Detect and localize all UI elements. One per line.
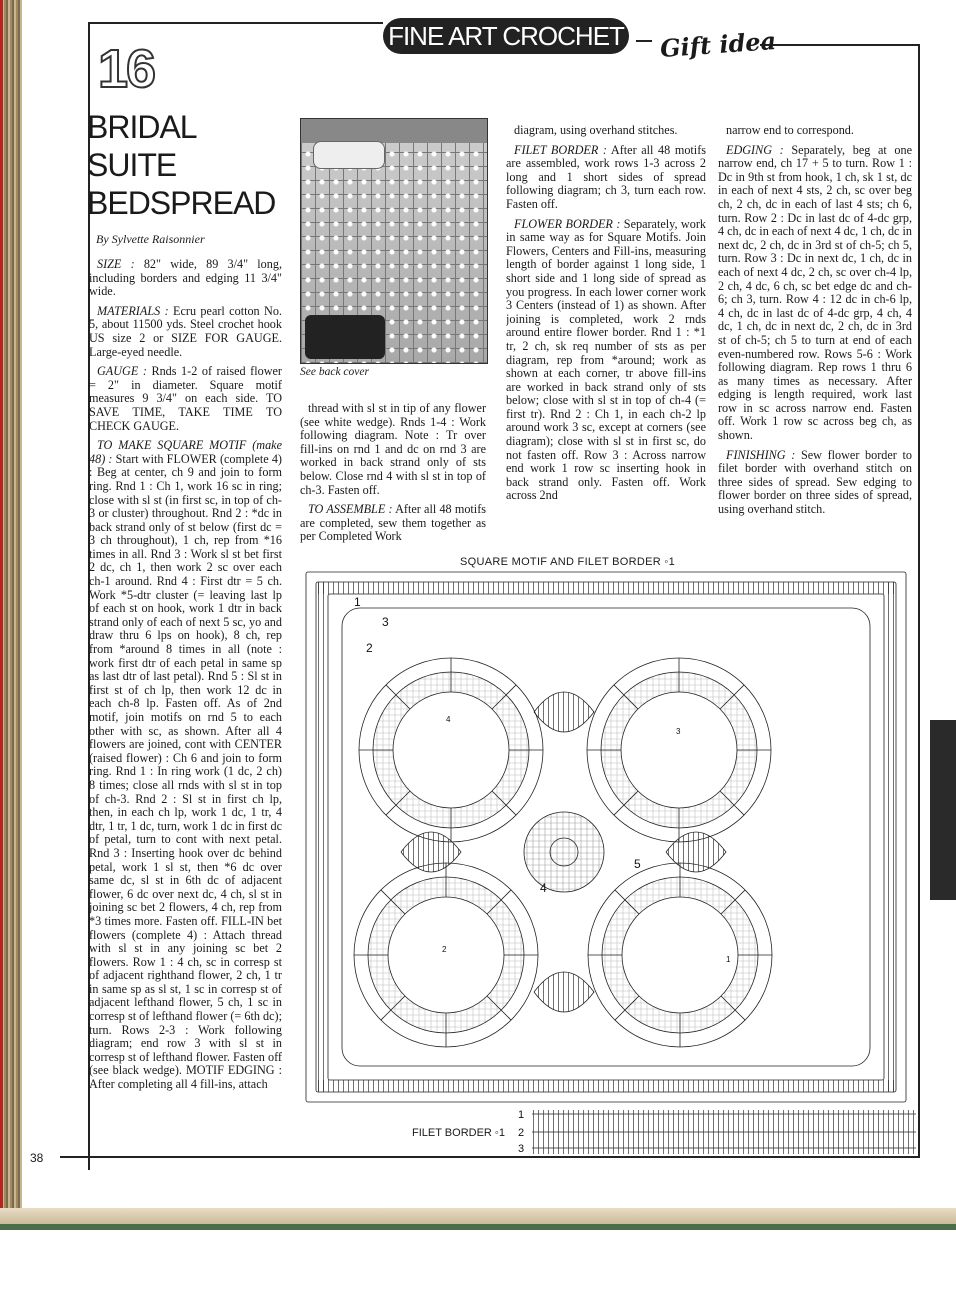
- paragraph-heading: SIZE :: [97, 258, 135, 271]
- header-dash: [636, 40, 652, 42]
- flower-center: [388, 897, 504, 1013]
- paragraph: [89, 305, 282, 359]
- paragraph-text: Separately, work in same way as for Square Motifs. Join Flowers, Centers and Fill-ins, measuring length of border against 1 long side, 1 short side and 1 long side of spread as you progress. In each lower corner work 3 Centers (instead of 1) as shown. After joining is completed, work 2 rnds around entire flower border. Rnd 1 : *1 tr, 2 ch, sk req number of sts as per diagram, rep from *around; work as shown at each corner, tr above fill-ins are worked in back strand only of sts below; close with sl st in top of ch-4 (= first tr). Rnd 2 : Ch 1, in each ch-2 lp around work 3 sc, except at corners (see diagram); close with sl st in first sc, do not fasten off. Row 3 : Across narrow end work 1 row sc inserting hook in back strand only. Fasten off. Work across 2nd: [506, 216, 706, 503]
- frame-right-rule: [918, 44, 920, 1156]
- round-number: 4: [540, 881, 547, 895]
- filet-border-label: FILET BORDER ◦1: [412, 1127, 505, 1139]
- paragraph: [506, 124, 706, 138]
- filet-band: [316, 1080, 896, 1092]
- byline: By Sylvette Raisonnier: [96, 232, 205, 246]
- column-1: [89, 258, 282, 1158]
- paragraph: [300, 503, 486, 544]
- paragraph-text: 82" wide, 89 3/4" long, including borders and edging 11 3/4" wide.: [89, 258, 282, 299]
- paragraph: [506, 144, 706, 212]
- paragraph: [300, 402, 486, 497]
- round-number: 5: [634, 857, 641, 871]
- paragraph-text: Rnds 1-2 of raised flower = 2" in diameter. Square motif measures 9 3/4" on each side. TO SAVE TIME, TAKE TIME TO CHECK GAUGE.: [89, 364, 282, 433]
- border-ring: [306, 572, 906, 1102]
- fill-in: [534, 692, 594, 732]
- paragraph-heading: TO MAKE SQUARE MOTIF (make 48) :: [89, 438, 282, 466]
- round-number: 3: [382, 615, 389, 629]
- paragraph: [89, 258, 282, 299]
- flower-number: 2: [442, 945, 447, 954]
- paragraph-heading: FLOWER BORDER :: [514, 216, 621, 231]
- fill-in: [401, 832, 461, 872]
- flower-number: 1: [726, 955, 731, 964]
- filet-row-number: 1: [518, 1109, 525, 1121]
- paragraph-text: After all 48 motifs are completed, sew them together as per Completed Work: [300, 502, 486, 544]
- crochet-diagram: [296, 562, 916, 1158]
- header-rule: [760, 44, 920, 46]
- diagram-title: SQUARE MOTIF AND FILET BORDER ◦1: [460, 556, 676, 568]
- filet-row-band: [532, 1110, 916, 1154]
- flower-number: 4: [446, 715, 451, 724]
- paragraph-heading: FILET BORDER :: [514, 142, 607, 157]
- paragraph-heading: TO ASSEMBLE :: [308, 502, 393, 517]
- paragraph: [718, 449, 912, 517]
- paragraph-heading: GAUGE :: [97, 364, 147, 379]
- flower-center: [393, 692, 509, 808]
- paragraph: [718, 144, 912, 443]
- page-edge-shadow: [930, 720, 956, 900]
- title-line: BRIDAL: [87, 109, 197, 145]
- stool-shape: [305, 315, 385, 359]
- paragraph-heading: FINISHING :: [726, 447, 796, 462]
- paragraph: [506, 218, 706, 503]
- filet-band: [316, 582, 896, 594]
- paragraph-text: narrow end to correspond.: [726, 124, 854, 137]
- paragraph: [89, 365, 282, 433]
- flower-center: [622, 897, 738, 1013]
- header-tag: Gift idea: [659, 25, 777, 64]
- round-number: 1: [354, 595, 361, 609]
- filet-band: [316, 582, 328, 1092]
- filet-row-number: 3: [518, 1143, 525, 1155]
- paragraph-heading: MATERIALS :: [97, 303, 169, 318]
- title-line: BEDSPREAD: [87, 185, 276, 221]
- paragraph-text: Start with FLOWER (complete 4) : Beg at center, ch 9 and join to form ring. Rnd 1 : Ch 1, work 16 sc in ring; close with sl st (in first sc, in top of ch-3 or cluster) throughout. Rnd 2 : *dc in back strand only of st below (first dc = 3 ch throughout), 1 ch, rep from *16 times in all. Rnd 3 : Work sl st bet first 2 dc, ch 1, then work 2 sc over each ch-1 around. Rnd 4 : First dtr = 5 ch. Work *5-dtr cluster (= leaving last lp of each st on hook, work 1 dtr in back strand only of each of next 5 sc, yo and draw thru 6 lps on hook), 8 ch, rep from *around 8 times in all (note : work first dtr of each petal in same sp as last dtr of last petal). Rnd 5 : Sl st in first st of ch lp, then work 12 dc in each ch-8 lp. Fasten off. As of 2nd motif, join motifs on rnd 5 to each other with sc, as shown. After all 4 flowers are joined, cont with CENTER (raised flower) : Ch 6 and join to form ring. Rnd 1 : In ring work (1 dc, 2 ch) 8 times; close all rnds with sl st in top of ch-3. Rnd 2 : Sl st in first ch lp, then, in each ch lp, work 1 dc, 1 tr, 4 dtr, 1 tr, 1 dc, turn, work 1 dc in first dc of petal, turn to cont with next petal. Rnd 3 : Inserting hook over dc behind petal, work 1 sl st, then *6 dc over same dc, sl st in 6th dc of adjacent flower, 6 dc over next dc, 4 ch, sl st in joining sc bet 2 flowers, 4 ch, rep from *3 times more. Fasten off. FILL-IN bet flowers (complete 4) : Attach thread with sl st in any joining sc bet 2 flowers. Row 1 : 4 ch, sc in corresp st of adjacent righthand flower, 2 ch, 1 tr in same sp as sl st, 1 sc in corresp st of adjacent lefthand flower, 5 ch, 1 sc in corresp st of lefthand flower (= 6th dc); turn. Rows 2-3 : Work following diagram; end row 3 with sl st in corresp st of lefthand flower. Fasten off (see black wedge). MOTIF EDGING : After completing all 4 fill-ins, attach: [89, 451, 282, 1092]
- fill-in: [666, 832, 726, 872]
- column-3: [506, 124, 706, 554]
- page-stack-bottom: [0, 1208, 956, 1230]
- photo-caption: See back cover: [300, 366, 369, 378]
- flower-center: [621, 692, 737, 808]
- fill-in: [534, 972, 594, 1012]
- round-number: 2: [366, 641, 373, 655]
- pattern-title: [87, 108, 275, 222]
- flower-number: 3: [676, 727, 681, 736]
- page-number: 38: [30, 1151, 44, 1165]
- bedspread-photo: [300, 118, 488, 364]
- paragraph: [718, 124, 912, 138]
- book-binding: [0, 0, 22, 1230]
- pattern-number: 16: [98, 39, 155, 99]
- column-4: [718, 124, 912, 554]
- paragraph-text: thread with sl st in tip of any flower (see white wedge). Rnds 1-4 : Work following diagram. Note : Tr over fill-ins on rnd 1 and dc on rnd 3 are worked in back strand only of sts below. Close rnd 4 with sl st in top of ch-3. Fasten off.: [300, 402, 486, 497]
- filet-row-number: 2: [518, 1127, 525, 1139]
- paragraph-text: Separately, beg at one narrow end, ch 17 + 5 to turn. Row 1 : Dc in 9th st from hook, 1 ch, sk 1 st, dc in each of next 4 sts, 2 ch, sc over beg ch, 2 ch, dc in each of last 4 sts; ch 6, turn. Row 2 : Dc in last dc of 4-dc grp, 4 ch, dc in each of next 4 dc, 1 ch, dc in next dc, 2 ch, dc in 3rd st of ch-5; ch 5, turn. Row 3 : Dc in next dc, 1 ch, dc in each of next 4 dc, 2 ch, sc over ch-4 lp, 2 ch, 4 dc, 6 ch, sc bet edge dc and ch-6; ch 3, turn. Row 4 : 12 dc in ch-6 lp, 4 ch, dc in last dc of 4-dc grp, 4 ch, 4 dc, 1 ch, dc in next dc, 2 ch, dc in 3rd st of ch-5; ch 5 to turn at end of each even-numbered row. Rows 5-6 : Work following diagram. Rep rows 1 thru 6 as many times as necessary. After edging is length required, work last row in sc across narrow end. Fasten off. Work 1 row sc across beg ch, as shown.: [718, 142, 912, 443]
- paragraph-text: After all 48 motifs are assembled, work rows 1-3 across 2 long and 1 short sides of spread following diagram; ch 3, turn each row. Fasten off.: [506, 142, 706, 211]
- paragraph-text: Ecru pearl cotton No. 5, about 11500 yds. Steel crochet hook US size 2 or SIZE FOR GAUGE. Large-eyed needle.: [89, 303, 282, 359]
- paragraph: [89, 439, 282, 1092]
- header-brand: FINE ART CROCHET: [383, 18, 629, 54]
- column-2: [300, 402, 486, 552]
- filet-band: [884, 582, 896, 1092]
- binding-edge: [0, 0, 3, 1230]
- frame-top-rule: [88, 22, 383, 24]
- paragraph-text: Sew flower border to filet border with overhand stitch on three sides of spread. Sew edging to flower border on three sides of spread, using overhand stitch.: [718, 447, 912, 517]
- raised-center: [524, 812, 604, 892]
- paragraph-heading: EDGING :: [726, 142, 784, 157]
- title-line: SUITE: [87, 147, 177, 183]
- paragraph-text: diagram, using overhand stitches.: [514, 124, 678, 137]
- pillow-shape: [313, 141, 385, 169]
